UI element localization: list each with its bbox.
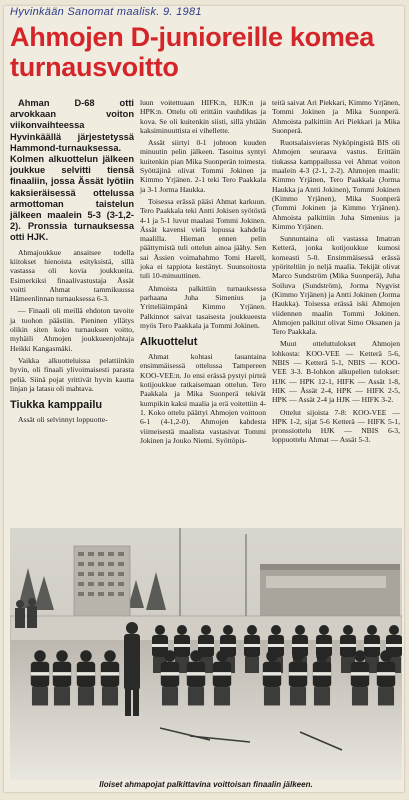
body-paragraph: teitä saivat Ari Piekkari, Kimmo Yrjänen, Tommi Jokinen ja Mika Suonperä. Ahmoista palkittiin Ari Piekkari ja Mika Suonperä. bbox=[272, 98, 400, 135]
body-paragraph: Assät siirtyi 0-1 johtoon kuuden minuutin pelin jälkeen. Tasoitus syntyi kuitenkin pian Mika Suonperän toimesta. Syöttäjinä olivat Tommi Jokinen ja Kimmo Yrjänen. 2-1 teki Tero Paakkala ja 3-1 Jorma Haukka. bbox=[140, 138, 266, 194]
body-paragraph: Assät oli selvinnyt loppuotte- bbox=[18, 415, 108, 425]
headline: Ahmojen D-junioreille komea turnausvoitto bbox=[10, 22, 374, 82]
body-paragraph: — Finaali oli meillä ehdoton tavoite ja tuohon päästiin. Pieninen yllätys olikin siten koko turnauksen voitto, myhäili Ahmojen joukkueenjohtaja Heikki Kangasmäki. bbox=[10, 306, 134, 353]
column-1 bbox=[10, 98, 134, 427]
body-paragraph: Sunnuntaina oli vastassa Imatran Ketterä, jonka kotijoukkue kumosi komeasti 5-0. Ensimmäisessä erässä ypöriteltiin jo neljä maalia. Tekijät olivat Marco Sundström (Mika Suonperä), Juha Soiluva (Sundström), Jorma Nygvist (Kimmo Yrjänen) ja Antti Jokinen (Jorma Haukka). Toisessa erässä iski Ahmojen viidennen maalin Tommi Jokinen. Ahmojen palkitut olivat Simo Oksanen ja Tero Paakkala. bbox=[272, 234, 400, 337]
body-paragraph: Ruotsalaisvieras Nyköpingistä BIS oli Ahmojen seuraava vastus. Erittäin tiukassa kamppailussa vei Ahmat voiton maalein 4-3 (2-1, 2-2). Ahmojen maalit: Kimmo Yrjänen, Tero Paakkala (Jorma Haukka ja Antti Jokinen), Tommi Jokinen (Kimmo Yrjänen), Mika Suonperä (Tommi Jokinen ja Kimmo Yrjänen). Ahmoista palkittiin Juha Simenius ja Kimmo Yrjänen. bbox=[272, 138, 400, 231]
team-photo-illustration bbox=[10, 528, 402, 780]
photo-caption: Iloiset ahmapojat palkittavina voittoisan finaalin jälkeen. bbox=[99, 780, 313, 789]
subheading: Alkuottelut bbox=[140, 336, 198, 349]
body-paragraph: Ahmajoukkue ansaitsee todella kiitokset hienoista esityksistä, sillä vastassa oli kovia joukkueita. Esimerkiksi finaalivastustaja Ässät voitti Ahmat tammikuussa Hämeenlinnan turnauksessa 6-3. bbox=[10, 247, 134, 304]
body-paragraph: Muut otteluttulokset Ahmojen lohkosta: KOO-VEE — Ketterä 5-6, NBIS — Ketterä 5-1, NBIS — KOO-VEE 3-3. B-lohkon alkupelien tulokset: HJK — HPK 12-1, HIFK — Assät 1-8, HIK — Ässät 2-4, HPK — HIFK 2-5, HPK — Assät 2-4 ja HJK — HIFK 3-2. bbox=[272, 339, 400, 405]
column-2 bbox=[140, 98, 266, 448]
lead-paragraph: Ahman D-68 otti arvokkaan voiton viikonvaihteessa Hyvinkäällä järjestetyssä Hammond-turnauksessa. Kolmen alkuottelun jälkeen joukkue selvitti tiensä finaaliin, jossa Ässät lyötiin kaksieräisessä ottelussa armottoman taistelun jälkeen maalein 5-3 (3-1,2-2). Pronssia turnauksessa otti HJK. bbox=[10, 98, 134, 243]
body-paragraph: Ahmoista palkittiin turnauksessa parhaana Juha Simenius ja Yritteliäimpänä Kimmo Yrjänen. Palkinnot saivat tasaisesta joukkueesta myös Tero Paakkala ja Tommi Jokinen. bbox=[140, 283, 266, 330]
body-paragraph: Vaikka alkuotteluissa pelattiinkin hyvin, oli finaali ylivoimaisesti parasta peliä. Siinä pojat yrittivät hyvin kautta linjan ja latasu oli mahtava. bbox=[10, 355, 134, 393]
newspaper-clipping bbox=[4, 6, 404, 792]
body-paragraph: luun voitettuaan HIFK:n, HJK:n ja HPK:n. Ottelu oli erittäin vauhdikas ja kova. Se oli kuitenkin siisti, sillä yhtään kaksiminuuttista ei vihellette. bbox=[140, 98, 266, 135]
body-paragraph: Toisessa erässä pääsi Ahmat karkuun. Tero Paakkala teki Antti Jokisen syötöstä 4-1 ja 5-1 luvut maalasi Tommi Jokinen. Ässät kavensi vielä lopussa kahdella maalilla. Hieman ennen pelin päättymistä tuli ottelun ainoa jäähy. Sen sai Ässien voimahahmo Tomi Harell, joka ei tappiota kestänyt. Suunsoitosta tuli 10-minuuttinen. bbox=[140, 196, 266, 281]
body-paragraph: Ottelut sijoista 7-8: KOO-VEE — HPK 1-2, sijat 5-6 Ketterä — HIFK 5-1, pronssiottelu HJK — NBIS 6-3, loppuottelu Ahmat — Assät 5-3. bbox=[272, 407, 400, 445]
body-paragraph: Ahmat kohtasi lauantaina ensimmäisessä ottelussa Tampereen KOO-VEE:n. Jo ensi erässä pystyi pirteä kotijoukkue ratkaisemaan ottelun. Tero Paakkala ja Mika Suonperä tekivät kumpikin kaksi maalia ja erä voitettiin 4-1. Koko ottelu päättyi Ahmojen voittoon 6-1 (4-1,2-0). Ahmojen kahdesta viimeisestä maalista vastasivat Tommi Jokinen ja Jouko Niemi. Syöttöpis- bbox=[140, 352, 266, 445]
column-3 bbox=[272, 98, 400, 448]
handwritten-source-note: Hyvinkään Sanomat maalisk. 9. 1981 bbox=[10, 6, 202, 18]
subheading: Tiukka kamppailu bbox=[10, 399, 103, 412]
team-photo bbox=[10, 528, 402, 780]
